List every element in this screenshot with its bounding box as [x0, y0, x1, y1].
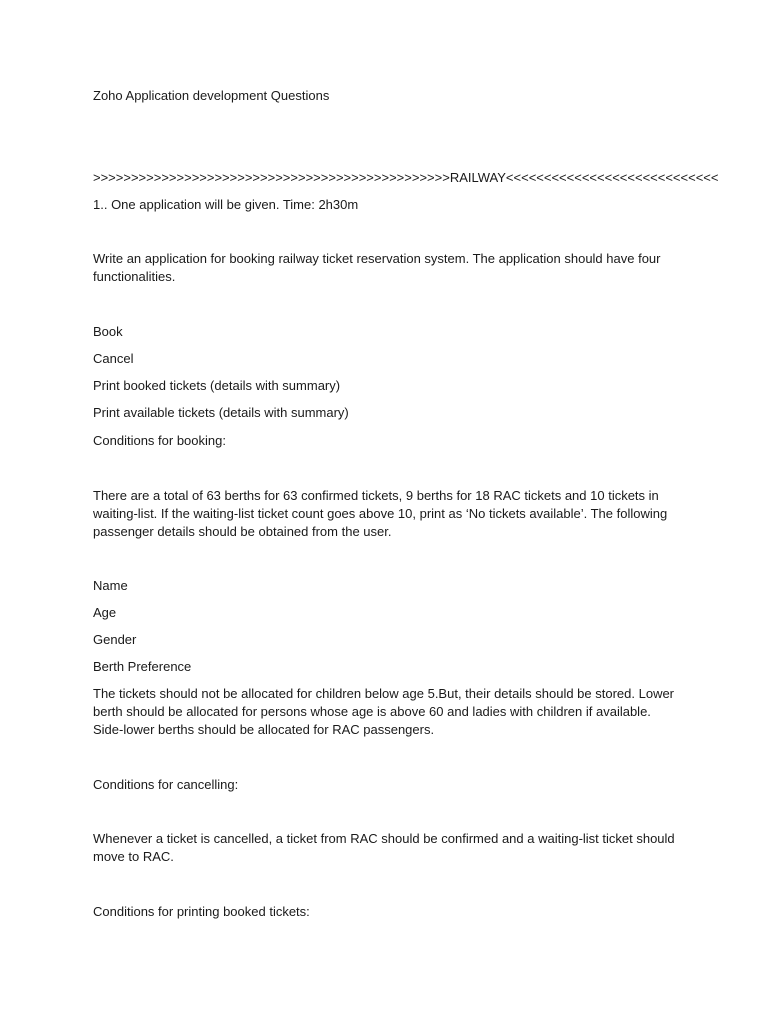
- cancelling-heading: Conditions for cancelling:: [93, 777, 239, 792]
- booking-paragraph: There are a total of 63 berths for 63 confirmed tickets, 9 berths for 18 RAC tickets and 10 tickets in waiting-list. If the waiting-list ticket count goes above 10, print as ‘No tickets available’. The following passenger details should be obtained from the user.: [93, 488, 671, 539]
- passenger-detail-item: Berth Preference: [93, 659, 192, 674]
- functionality-item: Print booked tickets (details with summary): [93, 378, 341, 393]
- passenger-detail-item: Age: [93, 605, 117, 620]
- passenger-detail-item: Gender: [93, 632, 137, 647]
- allocation-paragraph: The tickets should not be allocated for children below age 5.But, their details should be stored. Lower berth should be allocated for persons whose age is above 60 and ladies with children if available. Side-lower berths should be allocated for RAC passengers.: [93, 686, 678, 737]
- printing-heading: Conditions for printing booked tickets:: [93, 904, 310, 919]
- passenger-detail-item: Name: [93, 578, 128, 593]
- task-description: Write an application for booking railway ticket reservation system. The application should have four functionalities.: [93, 251, 665, 284]
- document-title: Zoho Application development Questions: [93, 88, 330, 103]
- question-intro: 1.. One application will be given. Time: 2h30m: [93, 197, 359, 212]
- functionality-item: Print available tickets (details with summary): [93, 405, 349, 420]
- cancelling-paragraph: Whenever a ticket is cancelled, a ticket from RAC should be confirmed and a waiting-list ticket should move to RAC.: [93, 831, 679, 864]
- booking-heading: Conditions for booking:: [93, 433, 226, 448]
- functionality-item: Cancel: [93, 351, 134, 366]
- section-banner: >>>>>>>>>>>>>>>>>>>>>>>>>>>>>>>>>>>>>>>>>>>>>>>RAILWAY<<<<<<<<<<<<<<<<<<<<<<<<<<<<: [93, 170, 719, 185]
- functionality-item: Book: [93, 324, 123, 339]
